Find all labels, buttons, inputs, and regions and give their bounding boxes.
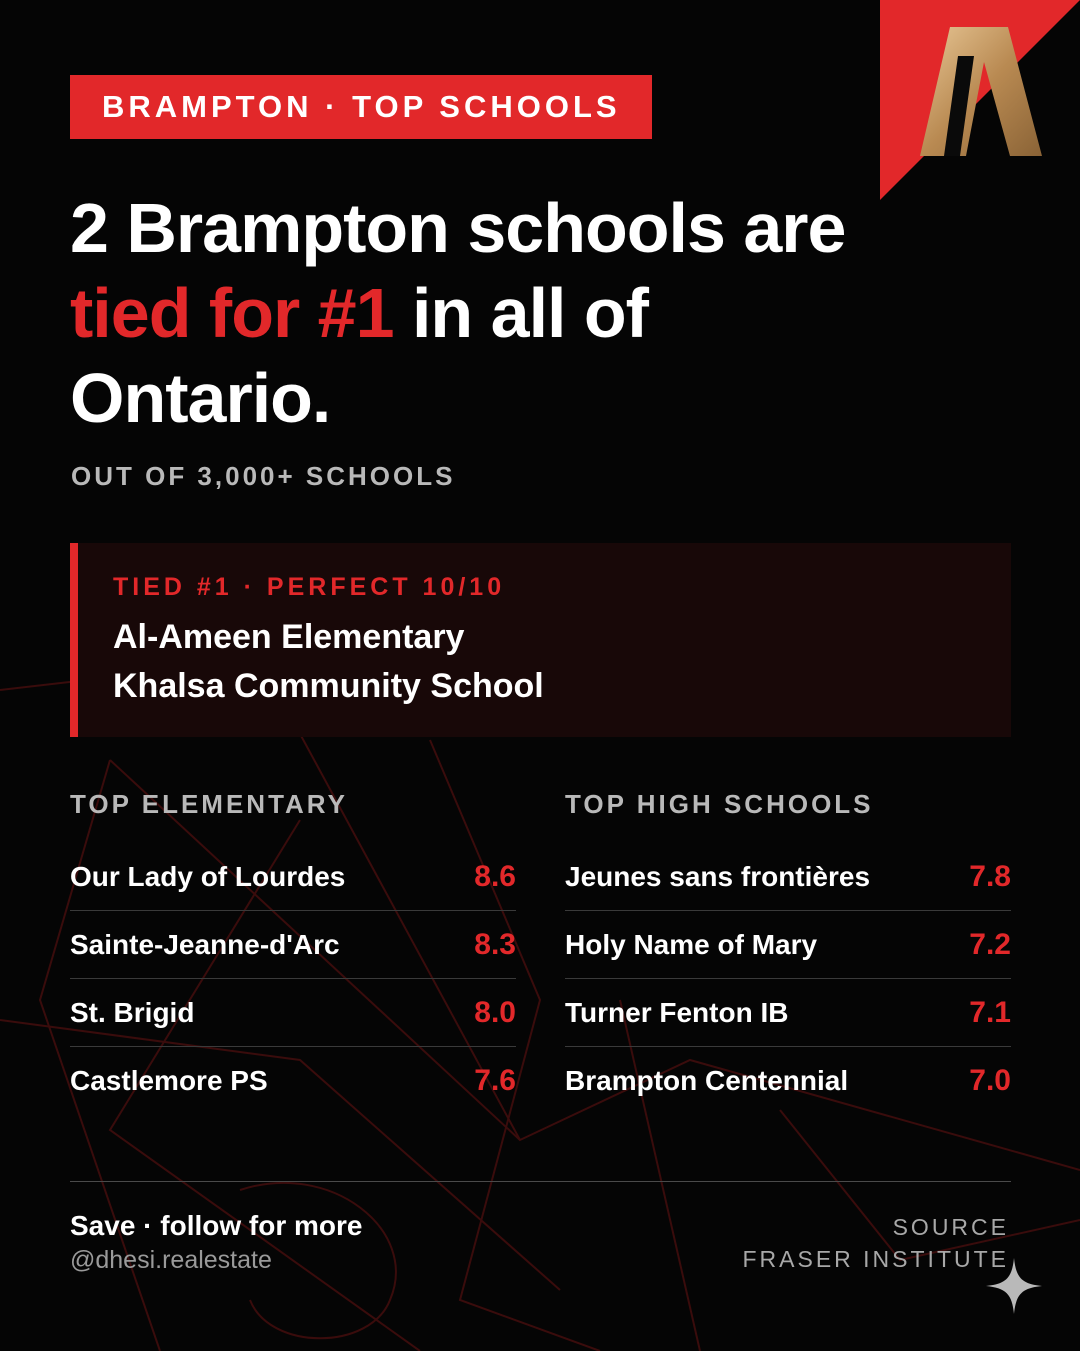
school-name: Holy Name of Mary [565, 928, 818, 960]
headline [70, 186, 970, 441]
feature-label: TIED #1 · PERFECT 10/10 [113, 573, 506, 601]
school-name: Brampton Centennial [565, 1065, 849, 1096]
list-item [565, 843, 1011, 911]
school-name: Our Lady of Lourdes [70, 860, 346, 892]
feature-school-1: Al-Ameen Elementary [113, 618, 465, 656]
school-name: St. Brigid [70, 996, 195, 1028]
headline-highlight: tied for #1 [70, 274, 394, 352]
list-item [70, 911, 516, 979]
school-name: Sainte-Jeanne-d'Arc [70, 928, 340, 960]
high-school-column [565, 787, 1011, 1115]
corner-logo [880, 0, 1080, 200]
list-item [70, 843, 516, 911]
sparkle-icon [984, 1256, 1044, 1316]
feature-school-2: Khalsa Community School [113, 667, 544, 705]
footer-divider [70, 1181, 1011, 1182]
school-score: 8.6 [474, 859, 516, 893]
footer-cta: Save · follow for more [70, 1210, 363, 1241]
list-item [565, 979, 1011, 1047]
list-item [565, 911, 1011, 979]
school-score: 7.1 [969, 995, 1011, 1029]
school-score: 8.3 [474, 927, 516, 961]
high-school-title: TOP HIGH SCHOOLS [565, 789, 874, 819]
list-item [70, 979, 516, 1047]
school-score: 7.6 [474, 1064, 516, 1097]
school-name: Castlemore PS [70, 1065, 268, 1096]
headline-line-2 [70, 271, 970, 356]
school-score: 7.2 [969, 927, 1011, 961]
school-name: Turner Fenton IB [565, 996, 789, 1028]
source-label: SOURCE [892, 1214, 1009, 1240]
headline-line-2-rest: in all of [393, 274, 648, 352]
list-item [70, 1047, 516, 1115]
subhead: OUT OF 3,000+ SCHOOLS [71, 461, 456, 491]
elementary-title: TOP ELEMENTARY [70, 789, 348, 819]
school-name: Jeunes sans frontières [565, 860, 871, 892]
headline-line-1: 2 Brampton schools are [70, 189, 846, 267]
category-banner: BRAMPTON · TOP SCHOOLS [70, 75, 652, 139]
school-score: 7.0 [969, 1064, 1011, 1097]
footer-handle: @dhesi.realestate [70, 1246, 272, 1274]
source-name: FRASER INSTITUTE [742, 1246, 1009, 1272]
headline-line-3: Ontario. [70, 359, 331, 437]
list-item [565, 1047, 1011, 1115]
school-score: 8.0 [474, 995, 516, 1029]
feature-card [70, 543, 1011, 737]
elementary-column [70, 787, 516, 1115]
school-score: 7.8 [969, 859, 1011, 893]
